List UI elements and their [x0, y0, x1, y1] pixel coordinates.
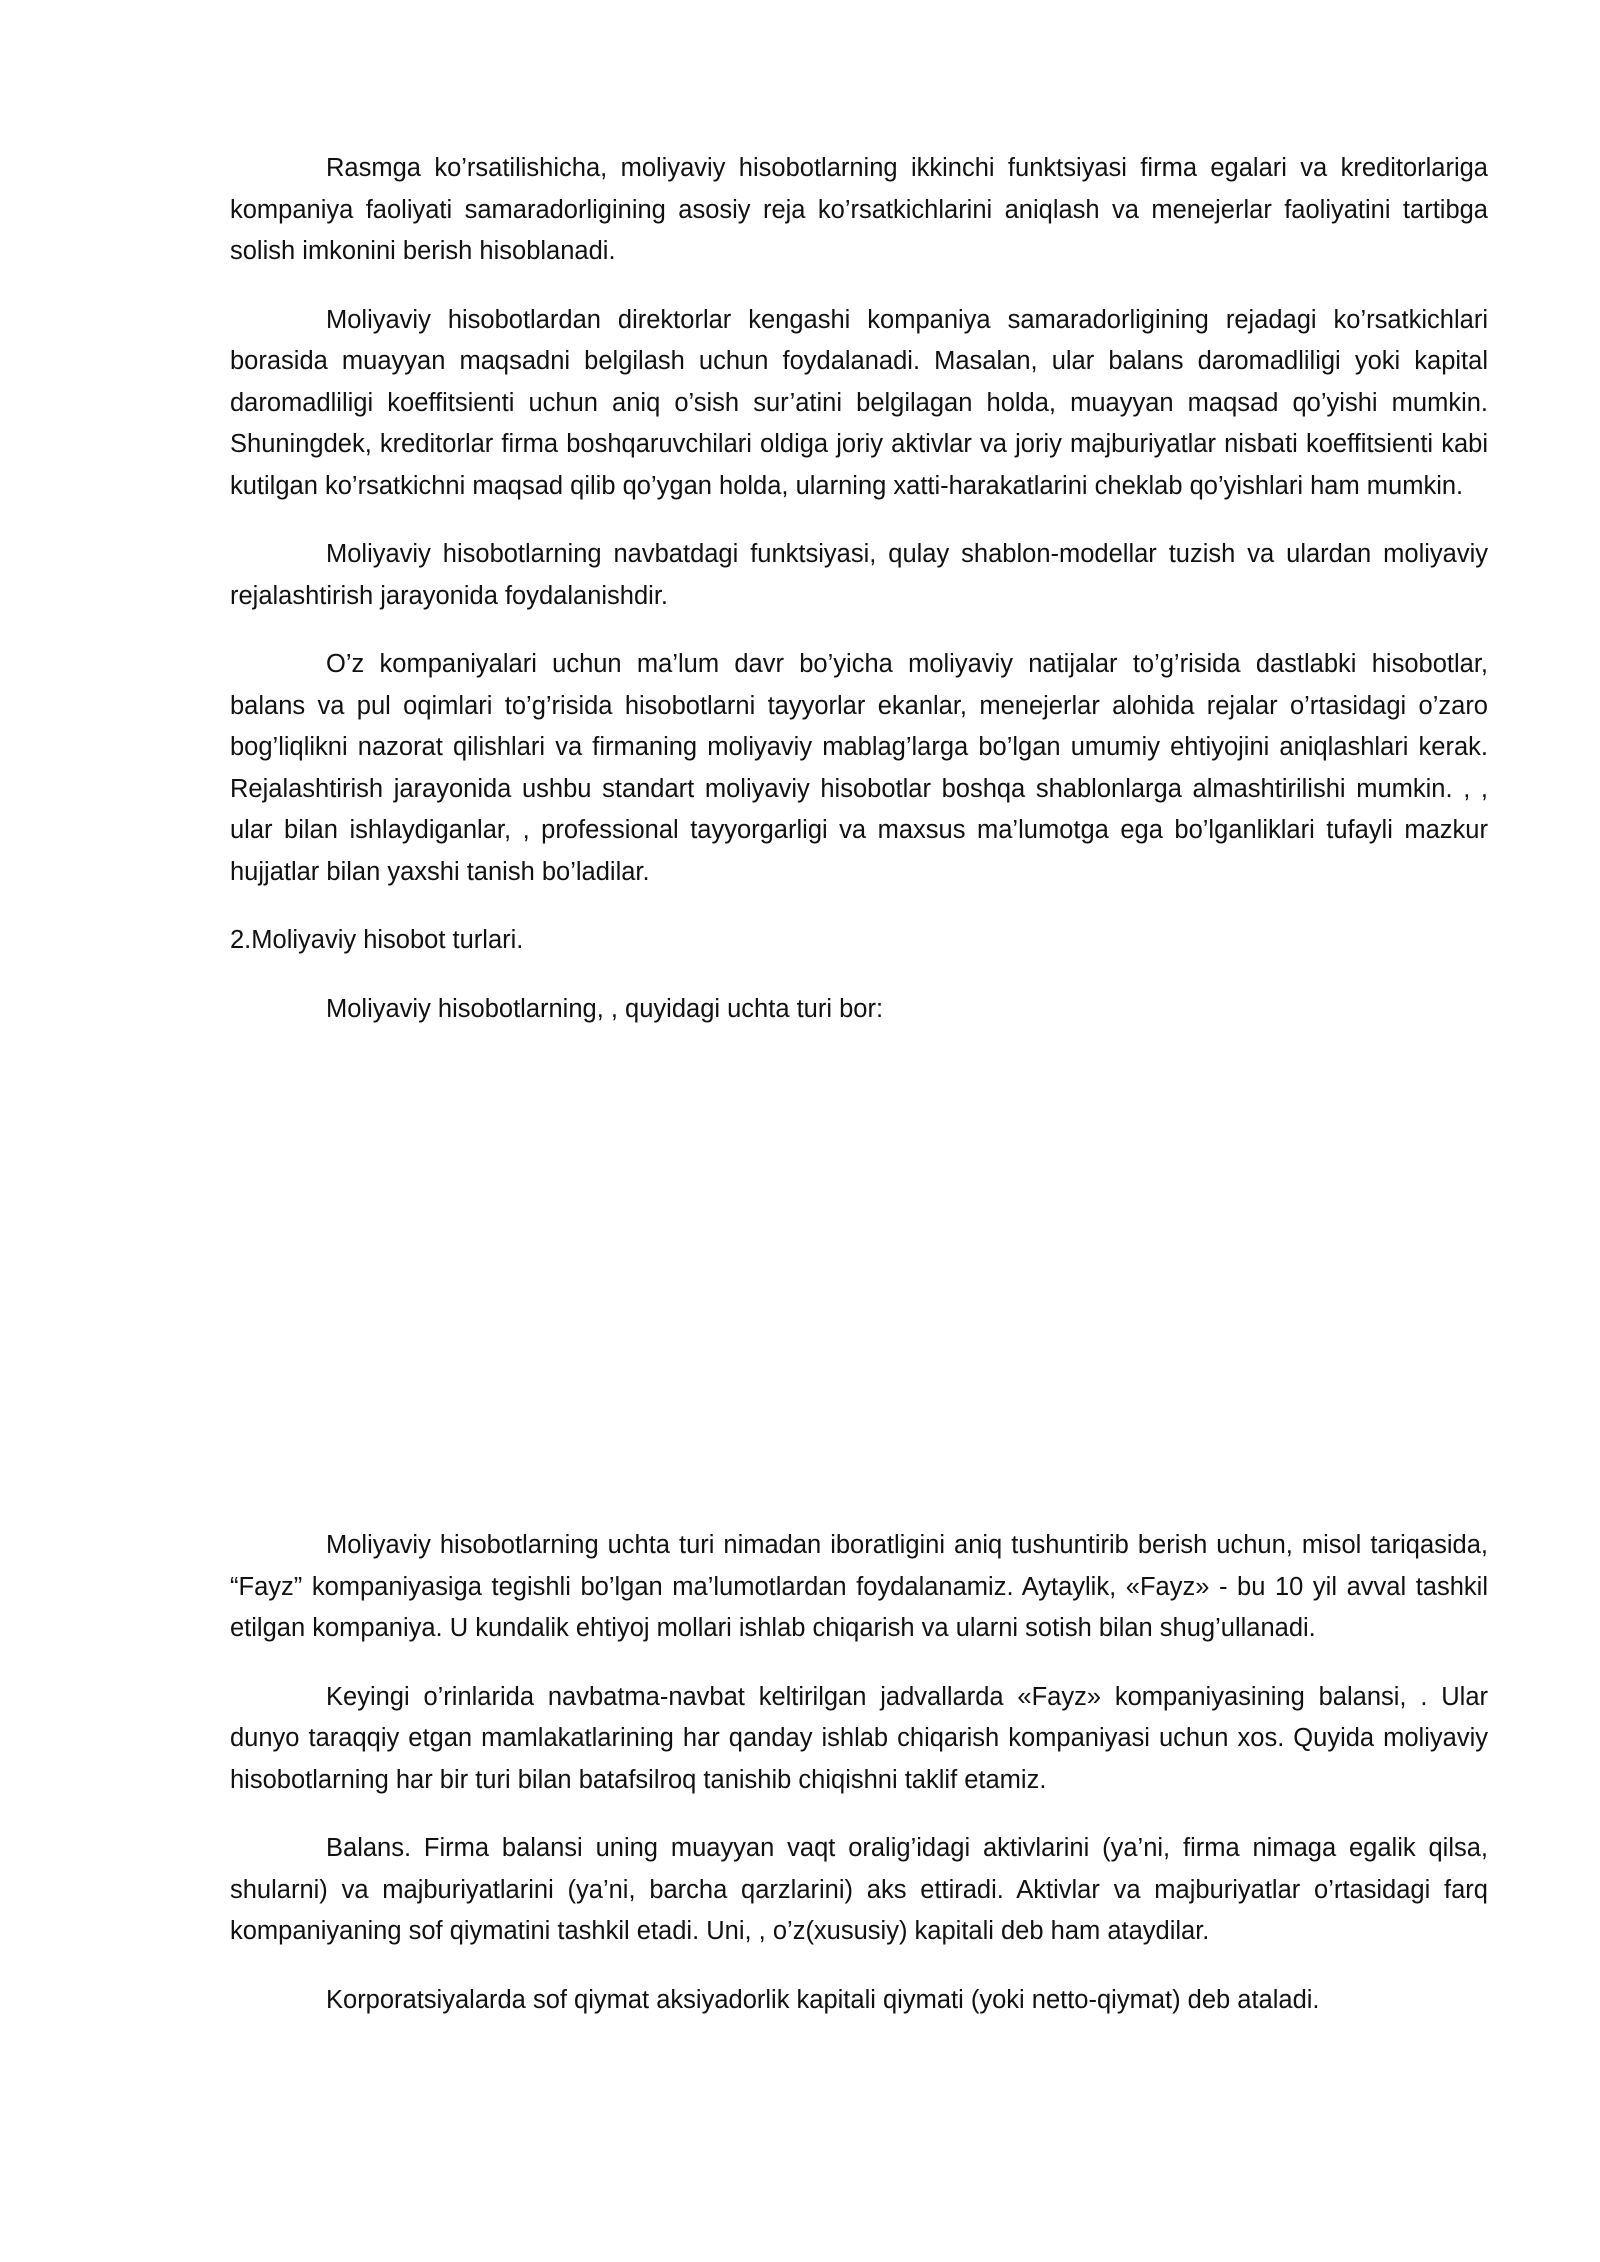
- paragraph-fayz-example: Moliyaviy hisobotlarning uchta turi nimadan iboratligini aniq tushuntirib berish uchun, misol tariqasida, “Fayz” kompaniyasiga tegishli bo’lgan ma’lumotlardan foydalanamiz. Aytaylik, «Fayz» - bu 10 yil avval tashkil etilgan kompaniya. U kundalik ehtiyoj mollari ishlab chiqarish va ularni sotish bilan shug’ullanadi.: [230, 1531, 1488, 1642]
- paragraph-report-function-next: Moliyaviy hisobotlarning navbatdagi funktsiyasi, qulay shablon-modellar tuzish va ulardan moliyaviy rejalashtirish jarayonida foydalanishdir.: [230, 540, 1488, 610]
- section-heading: 2.Moliyaviy hisobot turlari.: [230, 926, 524, 954]
- section-intro: Moliyaviy hisobotlarning, , quyidagi uchta turi bor:: [326, 994, 884, 1023]
- paragraph-board-targets: Moliyaviy hisobotlardan direktorlar kengashi kompaniya samaradorligining rejadagi ko’rsatkichlari borasida muayyan maqsadni belgilash uchun foydalanadi. Masalan, ular balans daromadliligi yoki kapital daromadliligi koeffitsienti uchun aniq o’sish sur’atini belgilagan holda, muayyan maqsad qo’yishi mumkin. Shuningdek, kreditorlar firma boshqaruvchilari oldiga joriy aktivlar va joriy majburiyatlar nisbati koeffitsienti kabi kutilgan ko’rsatkichni maqsad qilib qo’ygan holda, ularning xatti-harakatlarini cheklab qo’yishlari ham mumkin.: [230, 305, 1488, 500]
- paragraph-net-worth: Korporatsiyalarda sof qiymat aksiyadorlik kapitali qiymati (yoki netto-qiymat) deb ataladi.: [326, 1985, 1320, 2014]
- paragraph-report-function-second: Rasmga ko’rsatilishicha, moliyaviy hisobotlarning ikkinchi funktsiyasi firma egalari va kreditorlariga kompaniya faoliyati samaradorligining asosiy reja ko’rsatkichlarini aniqlash va menejerlar faoliyatini tartibga solish imkonini berish hisoblanadi.: [230, 154, 1488, 265]
- blank-figure-area: [230, 1057, 1488, 1525]
- paragraph-planning-process: O’z kompaniyalari uchun ma’lum davr bo’yicha moliyaviy natijalar to’g’risida dastlabki hisobotlar, balans va pul oqimlari to’g’risida hisobotlarni tayyorlar ekanlar, menejerlar alohida rejalar o’rtasidagi o’zaro bog’liqlikni nazorat qilishlari va firmaning moliyaviy mablag’larga bo’lgan umumiy ehtiyojini aniqlashlari kerak. Rejalashtirish jarayonida ushbu standart moliyaviy hisobotlar boshqa shablonlarga almashtirilishi mumkin. , , ular bilan ishlaydiganlar, , professional tayyorgarligi va maxsus ma’lumotga ega bo’lganliklari tufayli mazkur hujjatlar bilan yaxshi tanish bo’ladilar.: [230, 650, 1488, 886]
- document-page: [230, 148, 1488, 2048]
- paragraph-balance-definition: Balans. Firma balansi uning muayyan vaqt oralig’idagi aktivlarini (ya’ni, firma nimaga egalik qilsa, shularni) va majburiyatlarini (ya’ni, barcha qarzlarini) aks ettiradi. Aktivlar va majburiyatlar o’rtasidagi farq kompaniyaning sof qiymatini tashkil etadi. Uni, , o’z(xususiy) kapitali deb ham ataydilar.: [230, 1834, 1488, 1945]
- paragraph-fayz-tables: Keyingi o’rinlarida navbatma-navbat keltirilgan jadvallarda «Fayz» kompaniyasining balansi, . Ular dunyo taraqqiy etgan mamlakatlarining har qanday ishlab chiqarish kompaniyasi uchun xos. Quyida moliyaviy hisobotlarning har bir turi bilan batafsilroq tanishib chiqishni taklif etamiz.: [230, 1682, 1488, 1794]
